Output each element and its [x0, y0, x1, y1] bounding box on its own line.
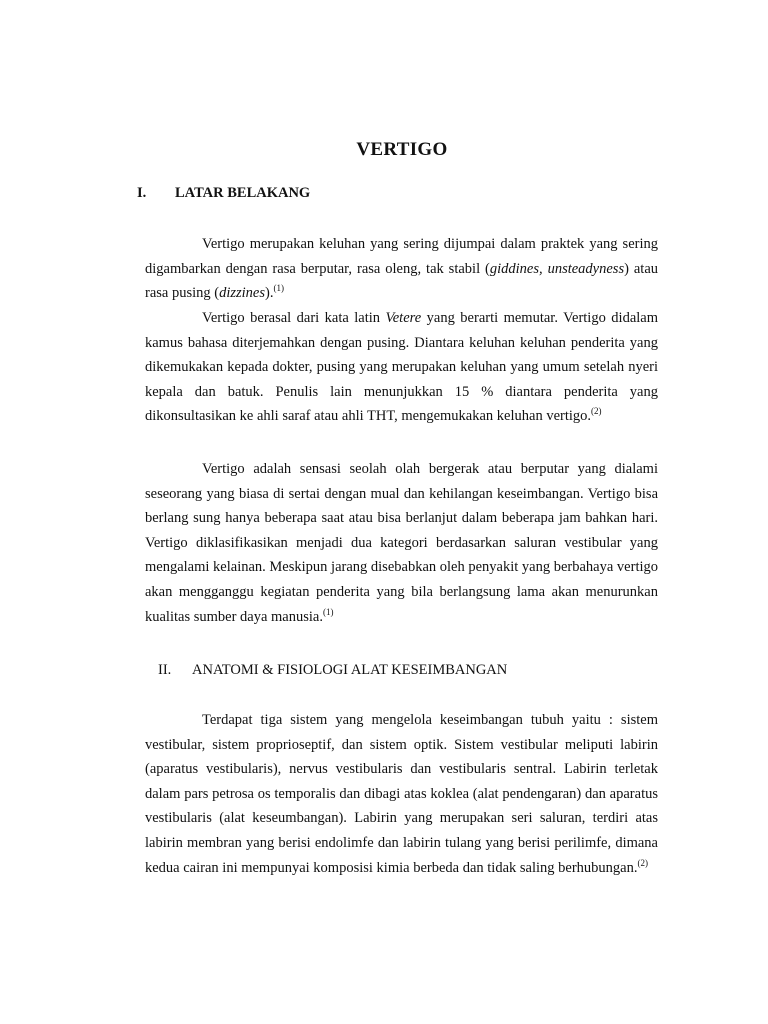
section-1-paragraph-2: Vertigo berasal dari kata latin Vetere yang berarti memutar. Vertigo didalam kamus bahasa diterjemahkan dengan pusing. Diantara keluhan keluhan penderita yang dikemukakan kepada dokter, pusing yang merupakan keluhan yang umum setelah nyeri kepala dan batuk. Penulis lain menunjukkan 15 % diantara penderita yang dikonsultasikan ke ahli saraf atau ahli THT, mengemukakan keluhan vertigo.$^{(2)}$	[145, 310, 658, 425]
page-title: VERTIGO	[356, 139, 448, 160]
section-1-paragraph-1: Vertigo merupakan keluhan yang sering dijumpai dalam praktek yang sering digambarkan dengan rasa berputar, rasa oleng, tak stabil (giddines, unsteadyness) atau rasa pusing (dizzines).$^{(1)}$	[145, 236, 659, 302]
section-1-number: I.	[137, 185, 147, 201]
section-2-title: ANATOMI & FISIOLOGI ALAT KESEIMBANGAN	[192, 662, 508, 678]
section-1-paragraph-3: Vertigo adalah sensasi seolah olah bergerak atau berputar yang dialami seseorang yang biasa di sertai dengan mual dan kehilangan keseimbangan. Vertigo bisa berlang sung hanya beberapa saat atau bisa berlanjut dalam beberapa jam bahkan hari. Vertigo diklasifikasikan menjadi dua kategori berdasarkan saluran vestibular yang mengalami kelainan. Meskipun jarang disebabkan oleh penyakit yang berbahaya vertigo akan mengganggu kegiatan penderita yang bila berlangsung lama akan menurunkan kualitas sumber daya manusia.$^{(1)}$	[145, 461, 658, 625]
section-2-paragraph-1: Terdapat tiga sistem yang mengelola keseimbangan tubuh yaitu : sistem vestibular, sistem proprioseptif, dan sistem optik. Sistem vestibular meliputi labirin (aparatus vestibularis), nervus vestibularis dan vestibularis sentral. Labirin terletak dalam pars petrosa os temporalis dan dibagi atas koklea (alat pendengaran) dan aparatus vestibularis (alat keseumbangan). Labirin yang merupakan seri saluran, terdiri atas labirin membran yang berisi endolimfe dan labirin tulang yang berisi perilimfe, dimana kedua cairan ini mempunyai komposisi kimia berbeda dan tidak saling berhubungan.$^{(2)}$	[145, 712, 658, 876]
reference-marker: (1)	[322, 606, 334, 617]
section-1-title: LATAR BELAKANG	[175, 185, 311, 201]
reference-marker: (2)	[591, 406, 602, 417]
reference-marker: (1)	[273, 283, 284, 294]
section-2-number: II.	[158, 662, 172, 678]
reference-marker: (2)	[637, 857, 648, 868]
